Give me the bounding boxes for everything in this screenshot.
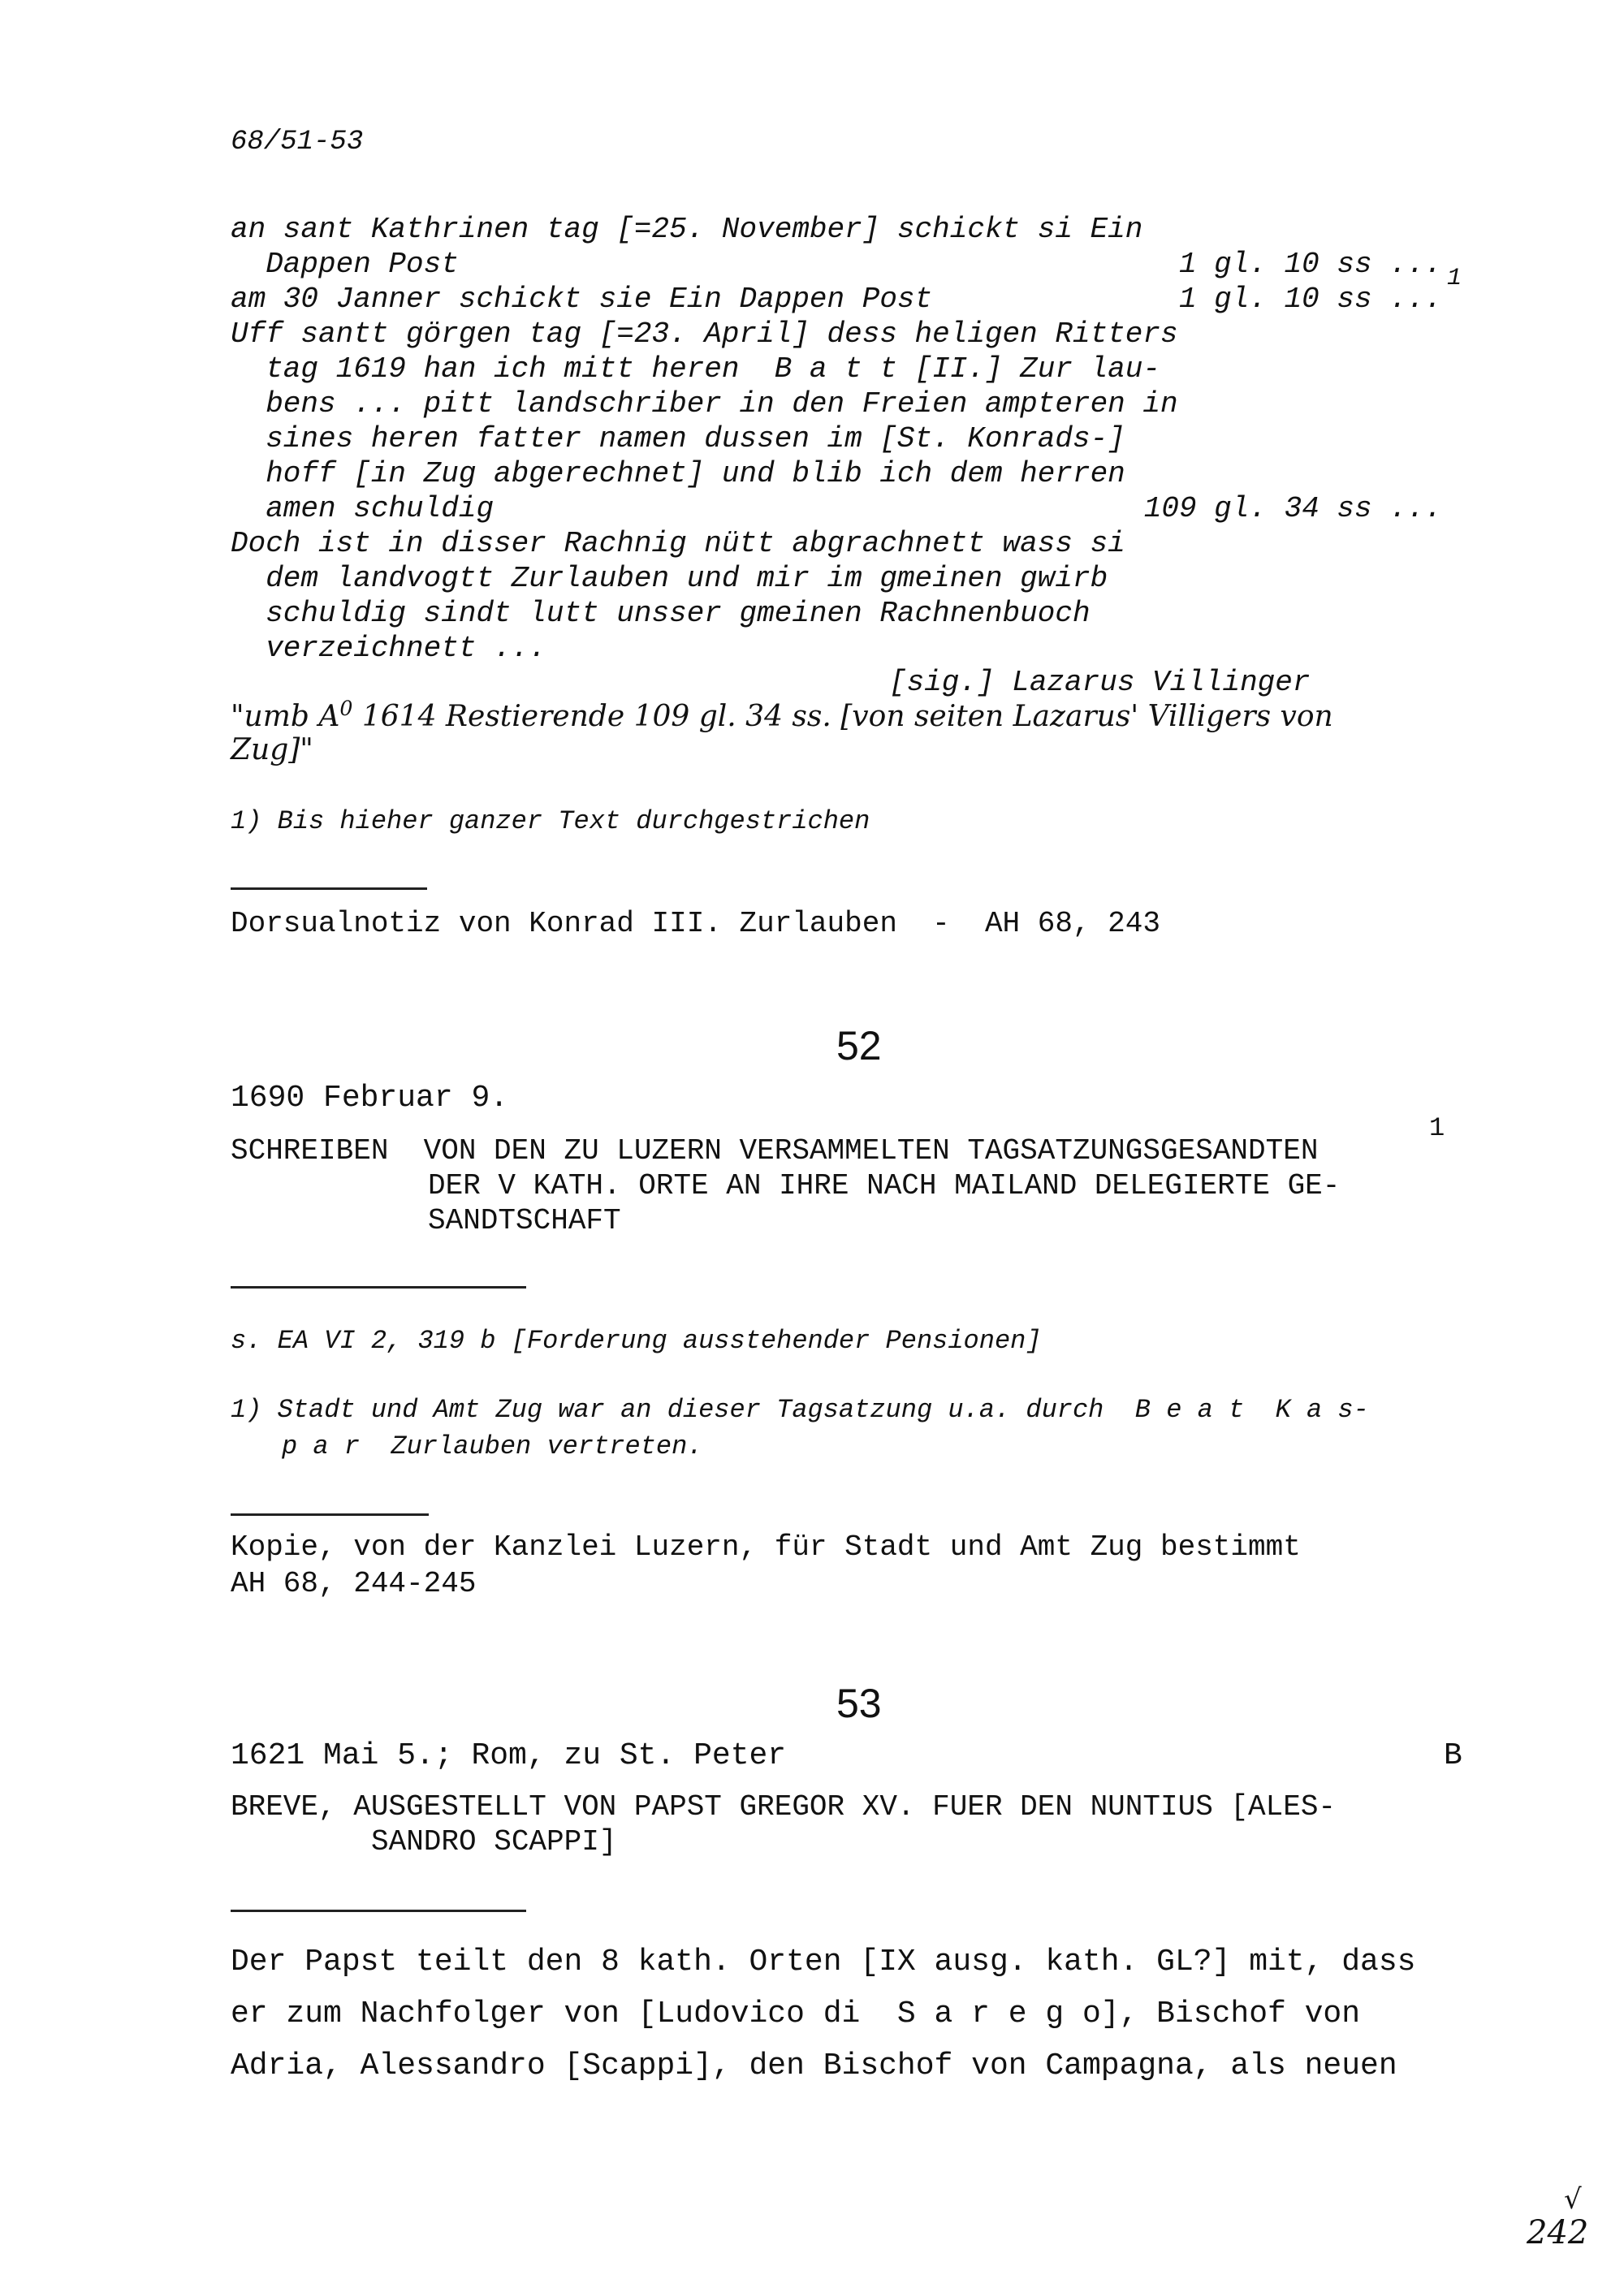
source-note: AH 68, 244-245 (231, 1567, 477, 1600)
dorsal-note-start: "umb A (231, 700, 340, 733)
footnote-marker: 1 (1447, 265, 1462, 292)
divider (231, 1910, 526, 1912)
footnote: 1) Stadt und Amt Zug war an dieser Tagsatzung u.a. durch B e a t K a s- (231, 1395, 1369, 1425)
document-title-line: SCHREIBEN VON DEN ZU LUZERN VERSAMMELTEN TAGSATZUNGSGESANDTEN (231, 1134, 1319, 1168)
page-number: 242 (1527, 2214, 1589, 2251)
text-line: am 30 Janner schickt sie Ein Dappen Post (231, 283, 933, 316)
document-marker: B (1444, 1738, 1462, 1773)
amount-value: 1 gl. 10 ss ... (1178, 283, 1442, 316)
check-mark: √ (1564, 2183, 1582, 2216)
footnote-marker: 1 (1429, 1113, 1445, 1143)
text-line: dem landvogtt Zurlauben und mir im gmeinen gwirb (231, 562, 1108, 595)
archive-reference: 68/51-53 (231, 127, 364, 158)
document-title-line: SANDTSCHAFT (428, 1204, 621, 1237)
text-line: Uff santt görgen tag [=23. April] dess heligen Ritters (231, 317, 1178, 351)
text-line: amen schuldig (231, 492, 495, 525)
footnote: p a r Zurlauben vertreten. (282, 1431, 703, 1461)
divider (231, 887, 427, 890)
divider (231, 1513, 429, 1516)
document-number: 52 (836, 1023, 882, 1068)
body-text-line: Adria, Alessandro [Scappi], den Bischof von Campagna, als neuen (231, 2048, 1397, 2083)
document-date: 1690 Februar 9. (231, 1081, 509, 1116)
source-note: Dorsualnotiz von Konrad III. Zurlauben - AH 68, 243 (231, 907, 1160, 940)
footnote: 1) Bis hieher ganzer Text durchgestrichen (231, 806, 870, 836)
divider (231, 1286, 526, 1289)
amount-value: 109 gl. 34 ss ... (1143, 492, 1442, 525)
document-number: 53 (836, 1681, 882, 1726)
source-note: Kopie, von der Kanzlei Luzern, für Stadt und Amt Zug bestimmt (231, 1530, 1301, 1564)
text-line: bens ... pitt landschriber in den Freien ampteren in (231, 387, 1178, 421)
signature: [sig.] Lazarus Villinger (889, 666, 1311, 699)
text-line: an sant Kathrinen tag [=25. November] schickt si Ein (231, 213, 1143, 246)
text-line: Dappen Post (231, 248, 459, 281)
amount-value: 1 gl. 10 ss ... (1178, 248, 1442, 281)
dorsal-note-superscript: 0 (339, 697, 353, 720)
document-date: 1621 Mai 5.; Rom, zu St. Peter (231, 1738, 787, 1773)
text-line: Doch ist in disser Rachnig nütt abgrachnett wass si (231, 527, 1125, 560)
text-line: verzeichnett ... (231, 632, 546, 665)
text-line: tag 1619 han ich mitt heren B a t t [II.] Zur lau- (231, 352, 1160, 386)
document-title-line: BREVE, AUSGESTELLT VON PAPST GREGOR XV. FUER DEN NUNTIUS [ALES- (231, 1790, 1337, 1824)
dorsal-note-line: Zug]" (231, 733, 313, 766)
reference-note: s. EA VI 2, 319 b [Forderung ausstehender Pensionen] (231, 1326, 1042, 1356)
text-line: hoff [in Zug abgerechnet] und blib ich dem herren (231, 457, 1125, 490)
body-text-line: Der Papst teilt den 8 kath. Orten [IX ausg. kath. GL?] mit, dass (231, 1945, 1416, 1979)
document-title-line: DER V KATH. ORTE AN IHRE NACH MAILAND DELEGIERTE GE- (428, 1169, 1341, 1202)
dorsal-note-line (231, 698, 1333, 732)
dorsal-note-rest: 1614 Restierende 109 gl. 34 ss. [von seiten Lazarus' Villigers von (352, 700, 1333, 733)
document-title-line: SANDRO SCAPPI] (371, 1825, 617, 1858)
text-line: schuldig sindt lutt unsser gmeinen Rachnenbuoch (231, 597, 1091, 630)
body-text-line: er zum Nachfolger von [Ludovico di S a r e g o], Bischof von (231, 1997, 1361, 2031)
text-line: sines heren fatter namen dussen im [St. Konrads-] (231, 422, 1125, 455)
